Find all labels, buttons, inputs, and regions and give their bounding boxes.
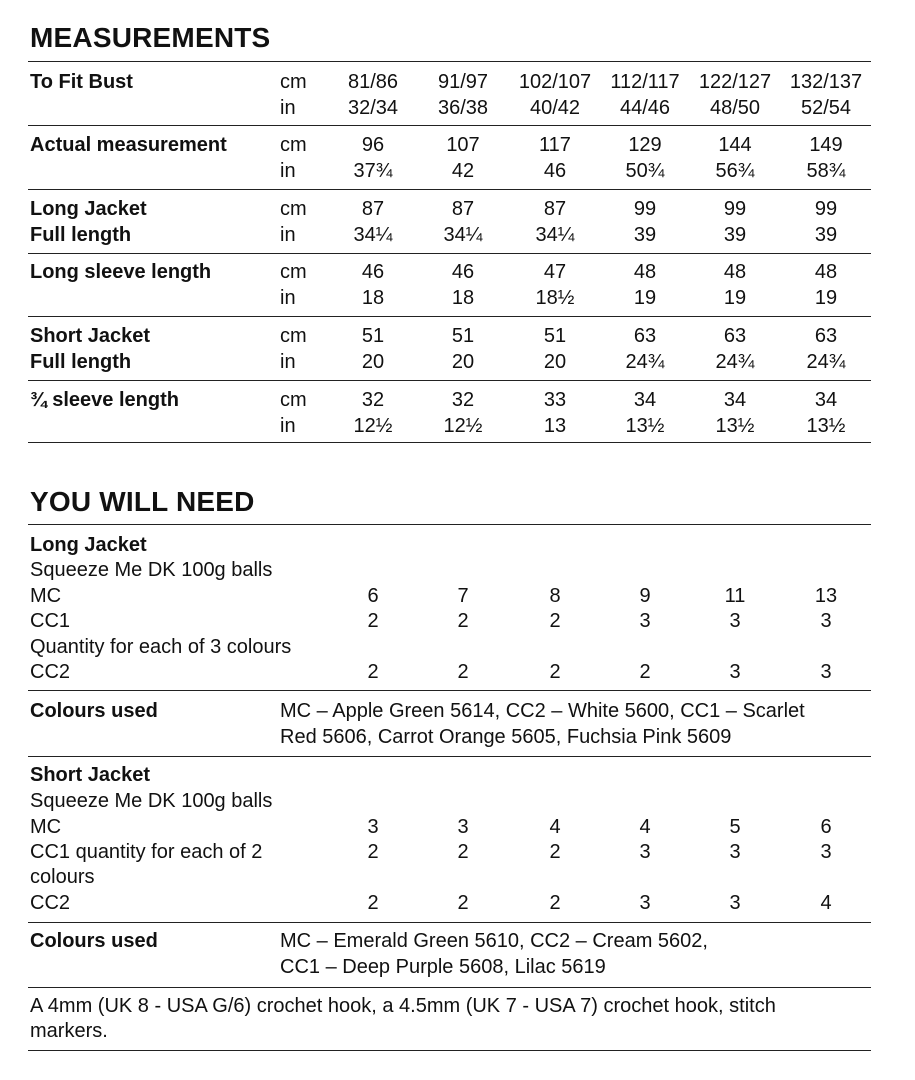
quantity-value: 6 <box>367 585 379 607</box>
long-jacket-colours-line2: Red 5606, Carrot Orange 5605, Fuchsia Pink 5609 <box>280 726 732 748</box>
size-value: 99 <box>814 198 838 220</box>
size-value: 129 <box>628 134 662 156</box>
quantity-value: 4 <box>820 892 832 914</box>
divider <box>28 756 871 757</box>
unit-label: cm <box>280 325 307 347</box>
size-value: 52/54 <box>800 97 852 119</box>
quantity-value: 11 <box>724 585 746 607</box>
size-value: 32 <box>451 389 475 411</box>
size-value: 48 <box>814 261 838 283</box>
you-will-need-title: YOU WILL NEED <box>30 486 255 517</box>
row-label: ¾ sleeve length <box>30 389 179 411</box>
size-value: 40/42 <box>529 97 581 119</box>
quantity-value: 3 <box>457 816 469 838</box>
long-jacket-yarn: Squeeze Me DK 100g balls <box>30 559 273 581</box>
hooks-line1: A 4mm (UK 8 - USA G/6) crochet hook, a 4.5mm (UK 7 - USA 7) crochet hook, stitch <box>30 995 776 1017</box>
size-value: 48 <box>633 261 657 283</box>
row-divider <box>28 380 871 381</box>
size-value: 149 <box>809 134 843 156</box>
size-value: 34¼ <box>353 224 393 246</box>
unit-label: in <box>280 224 296 246</box>
size-value: 46 <box>543 160 567 182</box>
size-value: 12½ <box>353 415 393 437</box>
size-value: 56¾ <box>715 160 755 182</box>
long-jacket-colours-label: Colours used <box>30 700 158 722</box>
quantity-value: 2 <box>367 841 379 863</box>
size-value: 34¼ <box>443 224 483 246</box>
quantity-value: 3 <box>729 661 741 683</box>
size-value: 34¼ <box>535 224 575 246</box>
size-value: 50¾ <box>625 160 665 182</box>
unit-label: in <box>280 415 296 437</box>
quantity-value: 3 <box>639 892 651 914</box>
size-value: 24¾ <box>715 351 755 373</box>
quantity-value: 13 <box>814 585 838 607</box>
size-value: 91/97 <box>437 71 489 93</box>
row-label: To Fit Bust <box>30 71 133 93</box>
quantity-value: 8 <box>549 585 561 607</box>
quantity-value: 3 <box>820 841 832 863</box>
quantity-value: 4 <box>549 816 561 838</box>
short-jacket-cc1-label-line1: CC1 quantity for each of 2 <box>30 841 263 863</box>
size-value: 36/38 <box>437 97 489 119</box>
hooks-line2: markers. <box>30 1020 108 1042</box>
short-jacket-cc1-label-line2: colours <box>30 866 95 888</box>
long-jacket-cc1-label: CC1 <box>30 610 71 632</box>
size-value: 48 <box>723 261 747 283</box>
size-value: 13½ <box>715 415 755 437</box>
quantity-value: 2 <box>457 610 469 632</box>
divider <box>28 524 871 525</box>
quantity-value: 2 <box>367 610 379 632</box>
unit-label: cm <box>280 389 307 411</box>
size-value: 13½ <box>625 415 665 437</box>
size-value: 63 <box>814 325 838 347</box>
size-value: 34 <box>814 389 838 411</box>
size-value: 39 <box>723 224 747 246</box>
row-label: Full length <box>30 351 132 373</box>
size-value: 87 <box>361 198 385 220</box>
long-jacket-mc-label: MC <box>30 585 62 607</box>
size-value: 107 <box>446 134 480 156</box>
size-value: 63 <box>633 325 657 347</box>
quantity-value: 2 <box>549 892 561 914</box>
size-value: 99 <box>633 198 657 220</box>
size-value: 87 <box>451 198 475 220</box>
size-value: 144 <box>718 134 752 156</box>
row-label: Actual measurement <box>30 134 227 156</box>
size-value: 18½ <box>535 287 575 309</box>
quantity-value: 2 <box>367 661 379 683</box>
size-value: 19 <box>723 287 747 309</box>
size-value: 48/50 <box>709 97 761 119</box>
size-value: 99 <box>723 198 747 220</box>
size-value: 18 <box>451 287 475 309</box>
size-value: 51 <box>451 325 475 347</box>
divider <box>28 690 871 691</box>
size-value: 19 <box>633 287 657 309</box>
quantity-value: 2 <box>457 892 469 914</box>
size-value: 51 <box>361 325 385 347</box>
size-value: 81/86 <box>347 71 399 93</box>
size-value: 46 <box>451 261 475 283</box>
size-value: 18 <box>361 287 385 309</box>
size-value: 63 <box>723 325 747 347</box>
size-value: 34 <box>723 389 747 411</box>
size-value: 13 <box>543 415 567 437</box>
size-value: 32 <box>361 389 385 411</box>
row-divider <box>28 253 871 254</box>
quantity-value: 2 <box>549 841 561 863</box>
divider <box>28 61 871 62</box>
size-value: 24¾ <box>625 351 665 373</box>
quantity-value: 2 <box>367 892 379 914</box>
size-value: 20 <box>543 351 567 373</box>
row-label: Short Jacket <box>30 325 151 347</box>
size-value: 102/107 <box>518 71 592 93</box>
short-jacket-colours-line1: MC – Emerald Green 5610, CC2 – Cream 5602, <box>280 930 708 952</box>
size-value: 132/137 <box>789 71 863 93</box>
quantity-value: 7 <box>457 585 469 607</box>
divider <box>28 987 871 988</box>
quantity-value: 2 <box>457 661 469 683</box>
size-value: 44/46 <box>619 97 671 119</box>
short-jacket-mc-label: MC <box>30 816 62 838</box>
long-jacket-note: Quantity for each of 3 colours <box>30 636 292 658</box>
short-jacket-colours-label: Colours used <box>30 930 158 952</box>
row-divider <box>28 442 871 443</box>
size-value: 112/117 <box>610 71 680 93</box>
quantity-value: 3 <box>820 661 832 683</box>
unit-label: cm <box>280 261 307 283</box>
row-label: Full length <box>30 224 132 246</box>
quantity-value: 3 <box>729 610 741 632</box>
row-divider <box>28 125 871 126</box>
quantity-value: 6 <box>820 816 832 838</box>
unit-label: in <box>280 97 296 119</box>
size-value: 117 <box>539 134 571 156</box>
size-value: 87 <box>543 198 567 220</box>
quantity-value: 3 <box>639 841 651 863</box>
size-value: 34 <box>633 389 657 411</box>
size-value: 51 <box>543 325 567 347</box>
quantity-value: 3 <box>729 841 741 863</box>
short-jacket-colours-line2: CC1 – Deep Purple 5608, Lilac 5619 <box>280 956 606 978</box>
size-value: 20 <box>361 351 385 373</box>
quantity-value: 3 <box>367 816 379 838</box>
unit-label: in <box>280 351 296 373</box>
quantity-value: 2 <box>549 610 561 632</box>
size-value: 33 <box>543 389 567 411</box>
divider <box>28 922 871 923</box>
size-value: 19 <box>814 287 838 309</box>
size-value: 96 <box>361 134 385 156</box>
measurements-title: MEASUREMENTS <box>30 22 271 53</box>
row-label: Long sleeve length <box>30 261 212 283</box>
size-value: 46 <box>361 261 385 283</box>
size-value: 37¾ <box>353 160 393 182</box>
row-divider <box>28 316 871 317</box>
size-value: 13½ <box>806 415 846 437</box>
size-value: 42 <box>451 160 475 182</box>
long-jacket-colours-line1: MC – Apple Green 5614, CC2 – White 5600, CC1 – Scarlet <box>280 700 805 722</box>
short-jacket-heading: Short Jacket <box>30 764 151 786</box>
unit-label: in <box>280 160 296 182</box>
quantity-value: 5 <box>729 816 741 838</box>
size-value: 24¾ <box>806 351 846 373</box>
quantity-value: 2 <box>639 661 651 683</box>
unit-label: cm <box>280 198 307 220</box>
quantity-value: 3 <box>639 610 651 632</box>
row-label: Long Jacket <box>30 198 147 220</box>
size-value: 47 <box>543 261 567 283</box>
short-jacket-cc2-label: CC2 <box>30 892 71 914</box>
quantity-value: 3 <box>729 892 741 914</box>
divider <box>28 1050 871 1051</box>
size-value: 20 <box>451 351 475 373</box>
size-value: 32/34 <box>347 97 399 119</box>
size-value: 58¾ <box>806 160 846 182</box>
size-value: 39 <box>633 224 657 246</box>
short-jacket-yarn: Squeeze Me DK 100g balls <box>30 790 273 812</box>
quantity-value: 9 <box>639 585 651 607</box>
unit-label: in <box>280 287 296 309</box>
quantity-value: 4 <box>639 816 651 838</box>
quantity-value: 2 <box>549 661 561 683</box>
size-value: 12½ <box>443 415 483 437</box>
unit-label: cm <box>280 134 307 156</box>
long-jacket-heading: Long Jacket <box>30 534 147 556</box>
quantity-value: 2 <box>457 841 469 863</box>
size-value: 122/127 <box>698 71 772 93</box>
size-value: 39 <box>814 224 838 246</box>
row-divider <box>28 189 871 190</box>
unit-label: cm <box>280 71 307 93</box>
quantity-value: 3 <box>820 610 832 632</box>
long-jacket-cc2-label: CC2 <box>30 661 71 683</box>
